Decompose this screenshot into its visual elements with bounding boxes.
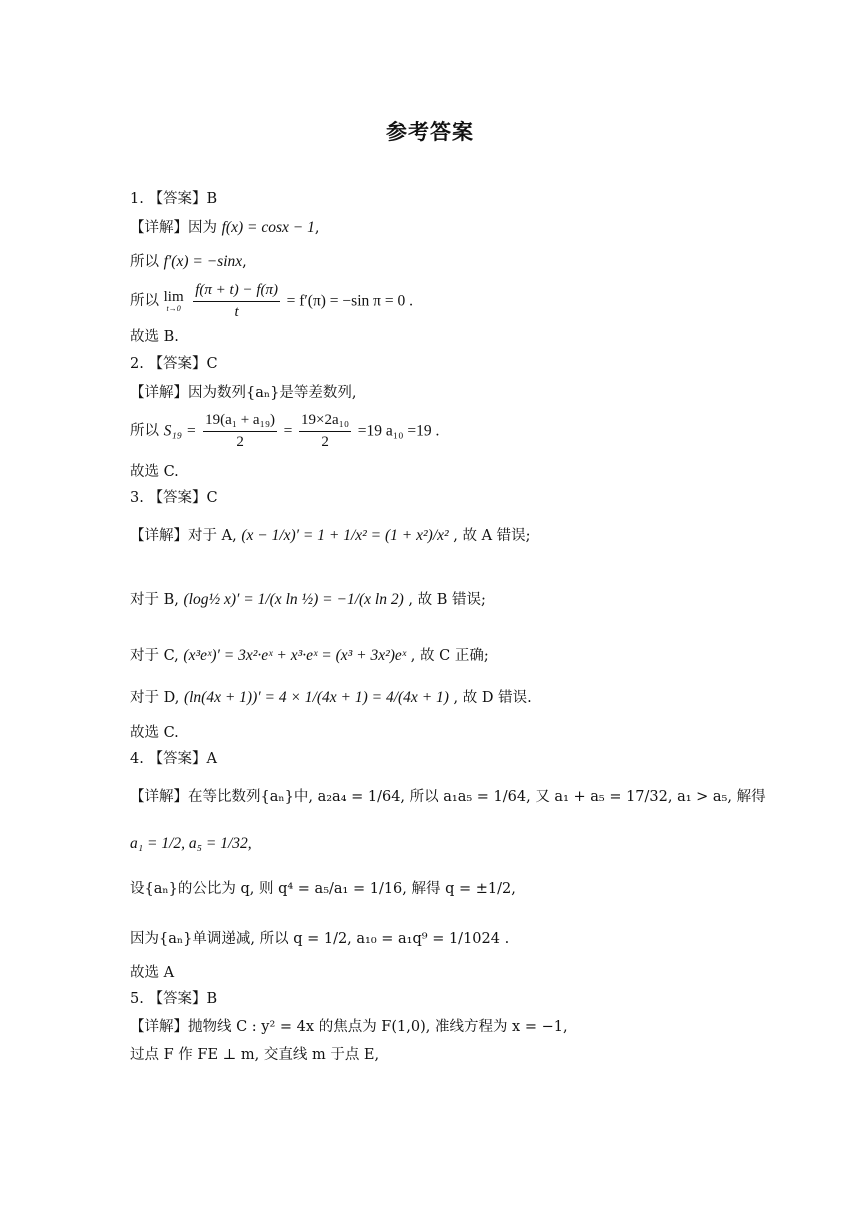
q3-formula-c: (x³eˣ)′ = 3x²·eˣ + x³·eˣ = (x³ + 3x²)eˣ — [183, 647, 407, 664]
q5-answer: 5. 【答案】B — [130, 991, 218, 1007]
q5-detail-1: 【详解】抛物线 C : y² = 4x 的焦点为 F(1,0), 准线方程为 x = −1, — [130, 1019, 568, 1035]
q1-detail-3: 所以 lim t→0 $\frac{f(\pi + t) - f(\pi)}{t}$ = f′(π) = −sin π = 0 . — [130, 282, 413, 320]
q3-conclusion: 故选 C. — [130, 725, 179, 741]
q3-answer: 3. 【答案】C — [130, 490, 218, 506]
q4-answer: 4. 【答案】A — [130, 751, 217, 767]
q2-fraction-1: $\frac{\text{19(a₁ + a₁₉)}}{2}$ — [205, 412, 276, 450]
q3-formula-d: (ln(4x + 1))′ = 4 × 1/(4x + 1) = 4/(4x + 1) — [183, 689, 449, 706]
q3-option-c: 对于 C, (x³eˣ)′ = 3x²·eˣ + x³·eˣ = (x³ + 3x²)eˣ , 故 C 正确; — [130, 647, 489, 664]
q3-option-d: 对于 D, (ln(4x + 1))′ = 4 × 1/(4x + 1) = 4/(4x + 1) , 故 D 错误. — [130, 689, 532, 706]
limit-operator: lim t→0 — [163, 288, 184, 313]
q3-formula-b: (log½ x)′ = 1/(x ln ½) = −1/(x ln 2) — [183, 591, 404, 608]
q1-conclusion: 故选 B. — [130, 329, 179, 345]
q2-detail-2: 所以 S₁₉ = $\frac{\text{19(a₁ + a₁₉)}}{2}$ = $\frac{\text{19×2a₁₀}}{2}$ =19 a₁₀ =19 . — [130, 412, 440, 450]
q5-detail-2: 过点 F 作 FE ⊥ m, 交直线 m 于点 E, — [130, 1047, 380, 1063]
q1-fraction: $\frac{f(\pi + t) - f(\pi)}{t}$ — [195, 282, 278, 320]
q1-detail-1: 【详解】因为 f(x) = cosx − 1, — [130, 219, 320, 236]
q2-answer: 2. 【答案】C — [130, 356, 218, 372]
q4-detail-4: 因为{aₙ}单调递减, 所以 q = 1/2, a₁₀ = a₁q⁹ = 1/1024 . — [130, 931, 510, 947]
q3-option-b: 对于 B, (log½ x)′ = 1/(x ln ½) = −1/(x ln 2) , 故 B 错误; — [130, 591, 486, 608]
q1-answer: 1. 【答案】B — [130, 191, 218, 207]
page-title: 参考答案 — [386, 120, 474, 144]
q1-detail-2: 所以 f′(x) = −sinx, — [130, 253, 247, 270]
q3-formula-a: (x − 1/x)′ = 1 + 1/x² = (1 + x²)/x² — [241, 527, 449, 544]
q4-detail-3: 设{aₙ}的公比为 q, 则 q⁴ = a₅/a₁ = 1/16, 解得 q = ±1/2, — [130, 881, 516, 897]
q3-option-a: 【详解】对于 A, (x − 1/x)′ = 1 + 1/x² = (1 + x²)/x² , 故 A 错误; — [130, 527, 531, 544]
q4-detail-1: 【详解】在等比数列{aₙ}中, a₂a₄ = 1/64, 所以 a₁a₅ = 1/64, 又 a₁ + a₅ = 17/32, a₁ > a₅, 解得 — [130, 789, 766, 805]
q2-fraction-2: $\frac{\text{19×2a₁₀}}{2}$ — [301, 412, 350, 450]
q4-conclusion: 故选 A — [130, 965, 175, 981]
q2-detail-1: 【详解】因为数列{aₙ}是等差数列, — [130, 385, 357, 401]
q2-conclusion: 故选 C. — [130, 464, 179, 480]
q1-formula-1: f(x) = cosx − 1 — [221, 219, 315, 236]
q4-detail-2: a₁ = 1/2, a₅ = 1/32, — [130, 835, 252, 852]
q1-formula-2: f′(x) = −sinx — [163, 253, 243, 270]
